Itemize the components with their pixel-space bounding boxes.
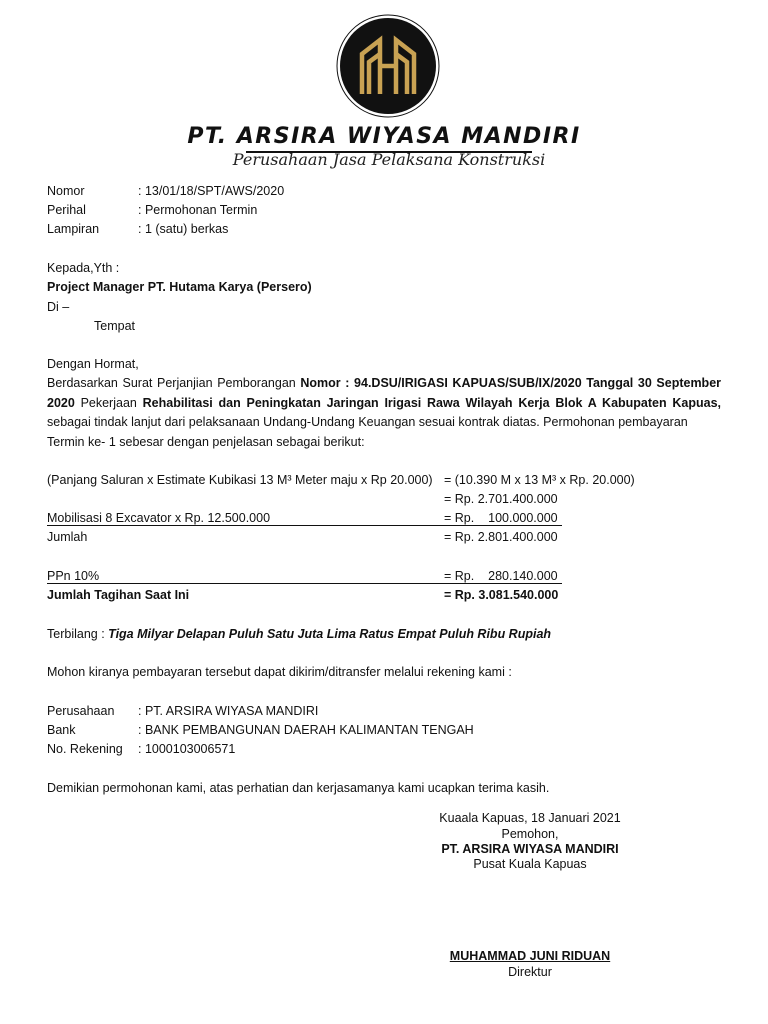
calc-row4-left: Jumlah (47, 530, 88, 544)
calc-divider (47, 525, 562, 526)
signature-company: PT. ARSIRA WIYASA MANDIRI (441, 842, 619, 856)
para-last-line: Termin ke- 1 sebesar dengan penjelasan sebagai berikut: (47, 434, 365, 449)
contract-number: Nomor : 94.DSU/IRIGASI KAPUAS/SUB/IX/2020 Tanggal 30 September 2020 (47, 376, 722, 410)
signer-title: Direktur (508, 965, 552, 979)
calc-row3-right: = Rp. 100.000.000 (444, 511, 558, 525)
calc-row6-right: = Rp. 3.081.540.000 (444, 588, 559, 602)
body-paragraph (47, 374, 721, 452)
para-text: Berdasarkan Surat Perjanjian Pemborangan (47, 376, 301, 390)
terbilang-value: Tiga Milyar Delapan Puluh Satu Juta Lima Ratus Empat Puluh Ribu Rupiah (108, 627, 552, 641)
calc-row4-right: = Rp. 2.801.400.000 (444, 530, 558, 544)
project-name: Rehabilitasi dan Peningkatan Jaringan Irigasi Rawa Wilayah Kerja Blok A Kabupaten Kapuas, (142, 395, 722, 410)
calc-divider (47, 583, 562, 584)
terbilang-label: Terbilang : (47, 627, 109, 641)
signature-role: Pemohon, (501, 827, 559, 841)
signature-place-date: Kuaala Kapuas, 18 Januari 2021 (439, 811, 621, 825)
terbilang (47, 627, 551, 641)
nomor-label: Nomor (47, 184, 85, 198)
para-text: sebagai tindak lanjut dari pelaksanaan Undang-Undang Keuangan sesuai kontrak diatas. Permohonan pembayaran (47, 415, 688, 429)
perihal-label: Perihal (47, 203, 86, 217)
company-name: PT. ARSIRA WIYASA MANDIRI (187, 124, 581, 149)
rekening-label: No. Rekening (47, 742, 123, 756)
company-logo (336, 14, 440, 118)
signer-name: MUHAMMAD JUNI RIDUAN (449, 949, 611, 963)
recipient-di: Di – (47, 300, 70, 314)
rekening-value: : 1000103006571 (138, 742, 236, 756)
calc-row5-right: = Rp. 280.140.000 (444, 569, 558, 583)
calc-row6-left: Jumlah Tagihan Saat Ini (47, 588, 190, 602)
recipient-greeting: Kepada,Yth : (47, 261, 120, 275)
perusahaan-value: : PT. ARSIRA WIYASA MANDIRI (138, 704, 319, 718)
lampiran-label: Lampiran (47, 222, 100, 236)
perihal-value: : Permohonan Termin (138, 203, 258, 217)
calc-row5-left: PPn 10% (47, 569, 100, 583)
recipient-name: Project Manager PT. Hutama Karya (Persero) (47, 280, 312, 294)
calc-row1-left: (Panjang Saluran x Estimate Kubikasi 13 M³ Meter maju x Rp 20.000) (47, 473, 433, 487)
calc-row2-right: = Rp. 2.701.400.000 (444, 492, 558, 506)
nomor-value: : 13/01/18/SPT/AWS/2020 (138, 184, 285, 198)
calc-row1-right: = (10.390 M x 13 M³ x Rp. 20.000) (444, 473, 635, 487)
transfer-request: Mohon kiranya pembayaran tersebut dapat dikirim/ditransfer melalui rekening kami : (47, 665, 512, 679)
calc-row3-left: Mobilisasi 8 Excavator x Rp. 12.500.000 (47, 511, 271, 525)
company-subtitle: Perusahaan Jasa Pelaksana Konstruksi (232, 150, 546, 169)
perusahaan-label: Perusahaan (47, 704, 115, 718)
salutation: Dengan Hormat, (47, 357, 139, 371)
para-text: Pekerjaan (74, 395, 143, 410)
signature-branch: Pusat Kuala Kapuas (473, 857, 587, 871)
lampiran-value: : 1 (satu) berkas (138, 222, 229, 236)
recipient-tempat: Tempat (94, 319, 135, 333)
bank-label: Bank (47, 723, 76, 737)
bank-value: : BANK PEMBANGUNAN DAERAH KALIMANTAN TENGAH (138, 723, 474, 737)
closing-text: Demikian permohonan kami, atas perhatian dan kerjasamanya kami ucapkan terima kasih. (47, 781, 550, 795)
